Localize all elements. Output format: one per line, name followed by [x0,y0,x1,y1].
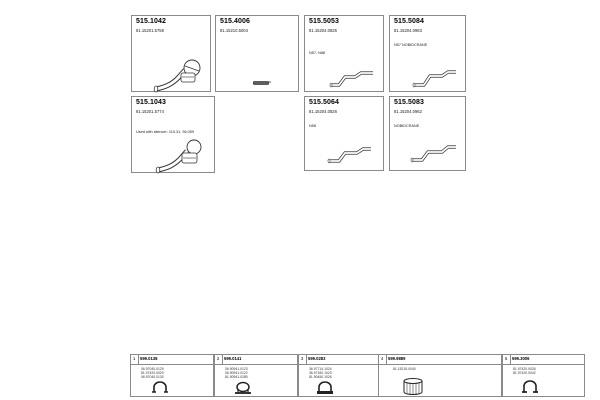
part-number: 515.5084 [394,18,424,25]
accessory-header [503,355,584,365]
divider [386,355,387,364]
exhaust-pipe-elbow-icon [152,56,210,94]
oem-number: 81.15201.5758 [136,28,164,33]
part-card-515-5064[interactable] [304,96,384,171]
part-card-515-5084[interactable] [389,15,466,92]
accessory-ref: 81.97420.0026 [513,367,536,371]
oem-number: 81.15204.0825 [309,28,337,33]
u-bolt-clamp-icon [315,381,335,395]
accessory-ref: 81.90450.1026 [309,375,332,379]
accessory-header [215,355,297,365]
part-card-515-5083[interactable] [389,96,466,171]
exhaust-pipe-bent-icon [327,145,373,167]
accessory-index: 3 [301,356,304,361]
fitment-note: N58 [309,124,316,128]
accessory-header [379,355,501,365]
accessories-strip [130,354,585,397]
pipe-clamp-icon [233,381,253,395]
exhaust-pipe-bent-icon [412,68,458,90]
accessory-cell-1[interactable] [130,354,214,397]
pipe-clamp-icon [151,381,169,395]
accessory-ref: 06.90941.0122 [225,371,248,375]
oem-number: 81.15204.0963 [394,28,422,33]
part-number: 515.5064 [309,99,339,106]
fitment-note: N57 NOBIDCRANE [394,43,428,47]
fitment-note: N57, N88 [309,51,326,55]
fitment-note: Used with silencer: 115.31, 96.059 [136,130,194,134]
accessory-index: 5 [505,356,508,361]
part-number: 515.1043 [136,99,166,106]
oem-number: 81.15210.5004 [220,28,248,33]
accessory-ref: 81.15215.0040 [393,367,416,371]
accessory-ref: 06.97040.0130 [141,375,164,379]
part-number: 515.5053 [309,18,339,25]
accessory-header [131,355,213,365]
flexible-hose-icon [252,79,272,87]
divider [138,355,139,364]
exhaust-pipe-elbow-icon [154,137,212,175]
part-number: 515.5083 [394,99,424,106]
accessory-index: 1 [133,356,136,361]
exhaust-pipe-bent-icon [410,143,458,165]
accessory-ref: 36.97160.1023 [309,371,332,375]
accessory-index: 4 [381,356,384,361]
part-card-515-4006[interactable] [215,15,299,92]
accessory-part-number: 599.3006 [512,356,530,361]
exhaust-pipe-bent-icon [329,68,375,90]
divider [222,355,223,364]
accessory-ref: 06.90941.0123 [225,367,248,371]
accessory-ref: 06.97040.0129 [141,367,164,371]
part-number: 515.1042 [136,18,166,25]
fitment-note: NOBIDCRANE [394,124,420,128]
oem-number: 81.15201.5774 [136,109,164,114]
part-number: 515.4006 [220,18,250,25]
accessory-ref: 81.97420.0020 [141,371,164,375]
accessory-ref: 81.90941.0285 [225,375,248,379]
accessory-part-number: 599.0283 [308,356,326,361]
accessory-cell-4[interactable] [378,354,502,397]
part-card-515-1043[interactable] [131,96,215,173]
oem-number: 81.15204.0826 [309,109,337,114]
accessory-part-number: 599.0138 [140,356,158,361]
pipe-clamp-icon [521,379,539,395]
accessory-index: 2 [217,356,220,361]
sleeve-clamp-icon [401,377,425,396]
oem-number: 81.15204.0962 [394,109,422,114]
accessory-ref: 36.97714.1024 [309,367,332,371]
divider [510,355,511,364]
accessory-part-number: 599.0141 [224,356,242,361]
accessory-cell-5[interactable] [502,354,585,397]
divider [306,355,307,364]
part-card-515-5053[interactable] [304,15,384,92]
part-card-515-1042[interactable] [131,15,211,92]
accessory-part-number: 599.9889 [388,356,406,361]
accessory-ref: 81.97420.0042 [513,371,536,375]
accessory-cell-2[interactable] [214,354,298,397]
